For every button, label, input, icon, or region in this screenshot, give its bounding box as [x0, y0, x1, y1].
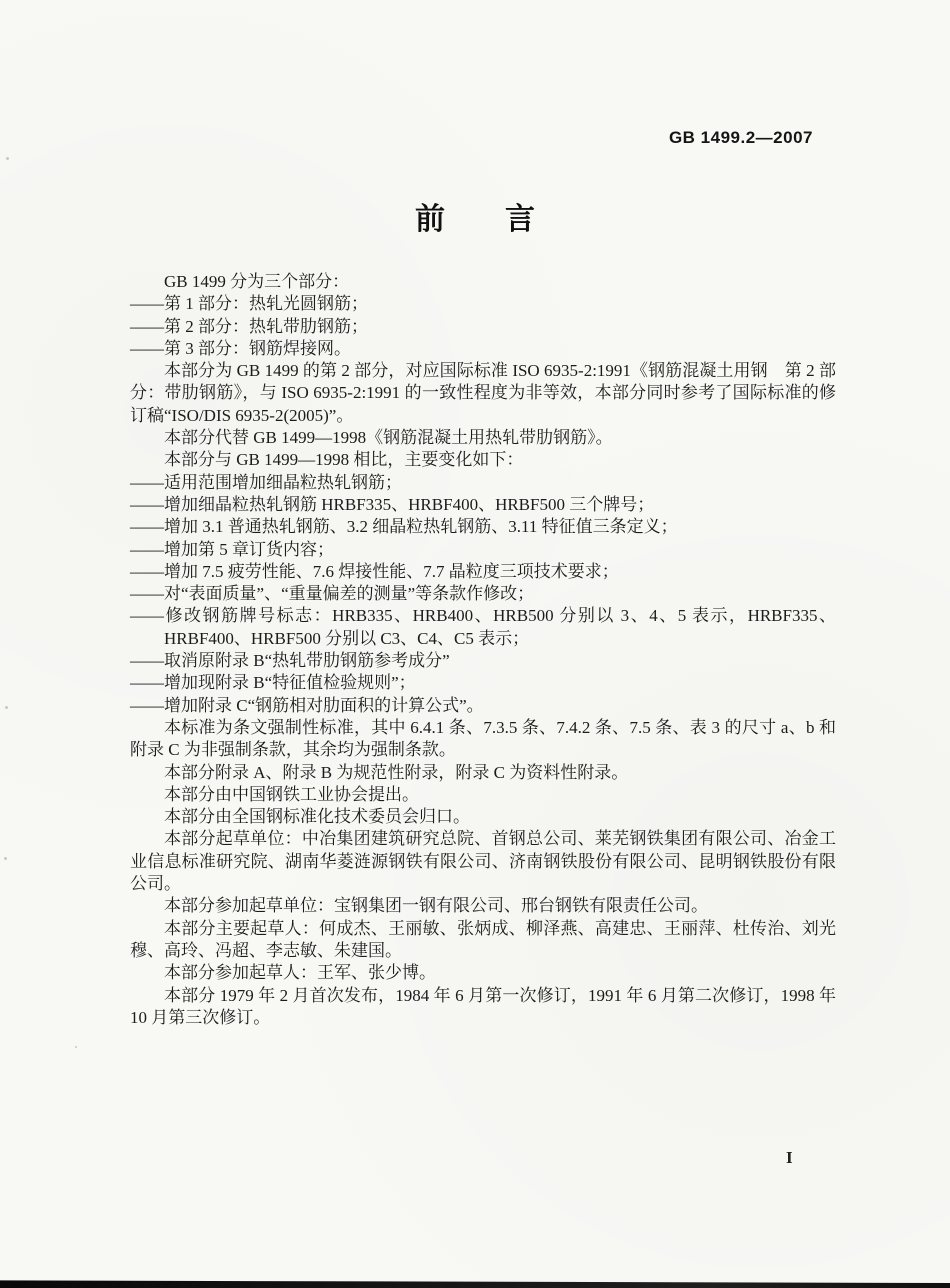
paragraph: ——修改钢筋牌号标志：HRB335、HRB400、HRB500 分别以 3、4、5 表示，HRBF335、HRBF400、HRBF500 分别以 C3、C4、C5 表示； — [130, 606, 836, 648]
paragraph: 本部分参加起草单位：宝钢集团一钢有限公司、邢台钢铁有限责任公司。 — [164, 896, 708, 916]
foreword-body — [130, 271, 836, 1029]
paragraph: 本部分与 GB 1499—1998 相比，主要变化如下： — [164, 450, 524, 470]
paragraph: 本部分参加起草人：王军、张少博。 — [164, 963, 436, 983]
paragraph: ——增加 7.5 疲劳性能、7.6 焊接性能、7.7 晶粒度三项技术要求； — [130, 561, 619, 581]
paragraph: 本部分为 GB 1499 的第 2 部分，对应国际标准 ISO 6935-2:1991《钢筋混凝土用钢 第 2 部分：带肋钢筋》，与 ISO 6935-2:1991 的一致性程度为非等效，本部分同时参考了国际标准的修订稿“ISO/DIS 6935-2(2005)”。 — [130, 361, 836, 425]
paragraph: ——第 3 部分：钢筋焊接网。 — [130, 338, 351, 358]
paragraph: ——增加 3.1 普通热轧钢筋、3.2 细晶粒热轧钢筋、3.11 特征值三条定义； — [130, 517, 678, 537]
scan-speck — [4, 857, 7, 860]
paragraph: 本部分代替 GB 1499—1998《钢筋混凝土用热轧带肋钢筋》。 — [164, 428, 613, 448]
paragraph: ——对“表面质量”、“重量偏差的测量”等条款作修改； — [130, 584, 535, 604]
scan-speck — [75, 1046, 77, 1048]
paragraph: ——适用范围增加细晶粒热轧钢筋； — [130, 472, 402, 492]
paragraph: 本部分由中国钢铁工业协会提出。 — [164, 784, 419, 804]
scan-speck — [6, 157, 9, 160]
paragraph: ——第 2 部分：热轧带肋钢筋； — [130, 316, 368, 336]
page-number: I — [786, 1148, 793, 1167]
paragraph: 本标准为条文强制性标准，其中 6.4.1 条、7.3.5 条、7.4.2 条、7.5 条、表 3 的尺寸 a、b 和附录 C 为非强制条款，其余均为强制条款。 — [130, 717, 836, 760]
paragraph: 本部分主要起草人：何成杰、王丽敏、张炳成、柳泽燕、高建忠、王丽萍、杜传治、刘光穆、高玲、冯超、李志敏、朱建国。 — [130, 918, 836, 960]
paragraph: ——增加细晶粒热轧钢筋 HRBF335、HRBF400、HRBF500 三个牌号； — [130, 494, 655, 514]
scan-speck — [5, 706, 8, 709]
document-title: 前 言 — [415, 203, 535, 236]
paragraph: ——增加现附录 B“特征值检验规则”； — [130, 673, 416, 693]
paragraph: ——增加附录 C“钢筋相对肋面积的计算公式”。 — [130, 695, 484, 715]
scan-edge-bottom — [0, 1279, 950, 1288]
standard-number: GB 1499.2—2007 — [668, 128, 813, 147]
paragraph: ——第 1 部分：热轧光圆钢筋； — [130, 294, 368, 314]
paragraph: 本部分由全国钢标准化技术委员会归口。 — [164, 807, 470, 827]
paragraph: ——增加第 5 章订货内容； — [130, 539, 334, 559]
paragraph: 本部分 1979 年 2 月首次发布，1984 年 6 月第一次修订，1991 年 6 月第二次修订，1998 年 10 月第三次修订。 — [130, 985, 836, 1027]
paragraph: 本部分起草单位：中冶集团建筑研究总院、首钢总公司、莱芜钢铁集团有限公司、冶金工业信息标准研究院、湖南华菱涟源钢铁有限公司、济南钢铁股份有限公司、昆明钢铁股份有限公司。 — [130, 829, 836, 894]
paragraph: 本部分附录 A、附录 B 为规范性附录，附录 C 为资料性附录。 — [164, 762, 629, 782]
paragraph: GB 1499 分为三个部分： — [164, 272, 350, 291]
paragraph: ——取消原附录 B“热轧带肋钢筋参考成分” — [130, 651, 450, 671]
